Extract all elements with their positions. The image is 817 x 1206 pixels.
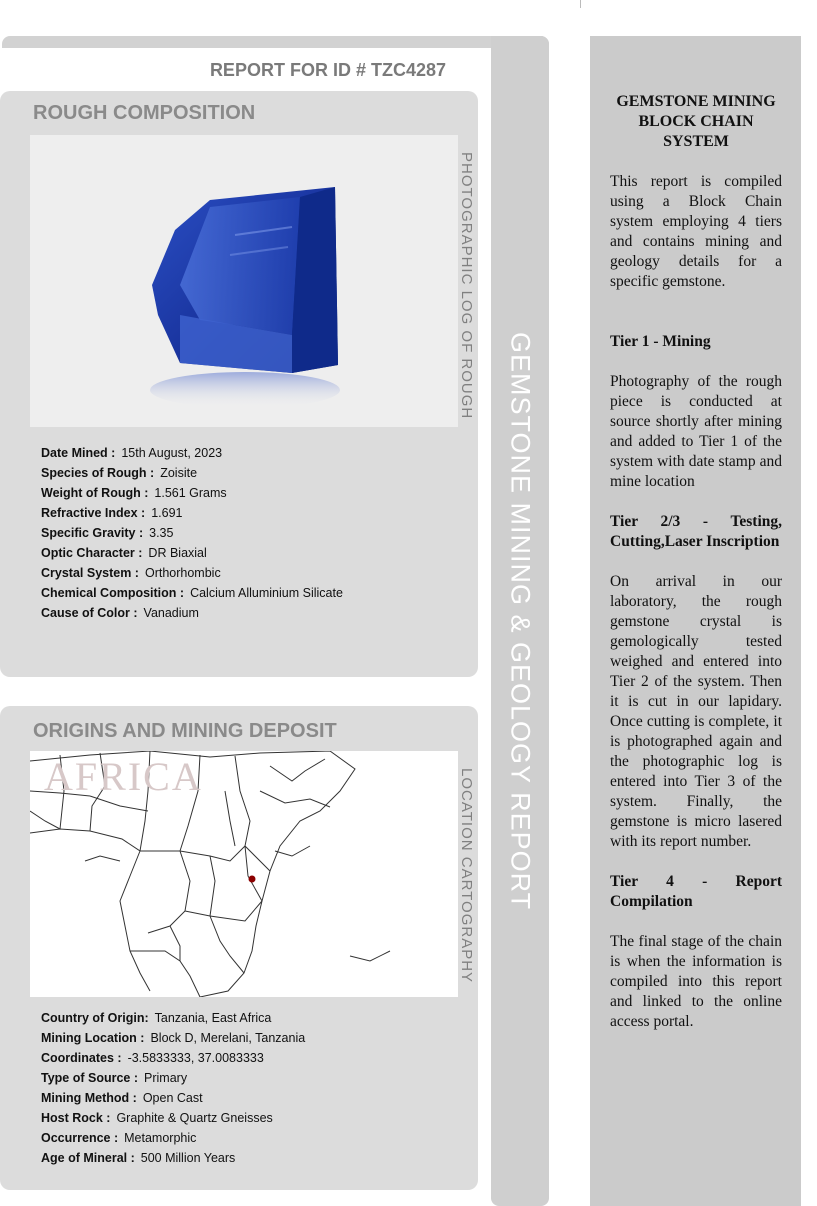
tier23-heading: Tier 2/3 - Testing, Cutting,Laser Inscription [610,513,782,550]
rough-field-species: Species of Rough : Zoisite [41,466,198,480]
tier23-text: On arrival in our laboratory, the rough gemstone crystal is gemologically tested weighed and entered into Tier 2 of the system. Then it is cut in our lapidary. Once cutting is complete, it is photographed again and the photographic log is entered into Tier 3 of the system. Finally, the gemstone is micro lasered with its report number. [610,573,782,850]
report-id: REPORT FOR ID # TZC4287 [209,60,446,80]
rough-photo [30,135,458,427]
origin-field-country: Country of Origin: Tanzania, East Africa [41,1011,272,1025]
tier1-heading: Tier 1 - Mining [610,333,711,350]
origins-section-title: ORIGINS AND MINING DEPOSIT [33,720,337,742]
photo-log-label: PHOTOGRAPHIC LOG OF ROUGH [458,152,475,420]
sidebar-intro: This report is compiled using a Block Chain system employing 4 tiers and contains mining and geology details for a specific gemstone. [610,173,782,290]
divider-mark [580,0,581,8]
map-region-label: AFRICA [44,754,203,799]
tier1-text: Photography of the rough piece is conducted at source shortly after mining and added to Tier 1 of the system with date stamp and mine location [610,373,782,490]
rough-field-weight: Weight of Rough : 1.561 Grams [41,486,227,500]
tier4-text: The final stage of the chain is when the information is compiled into this report and linked to the online access portal. [610,933,782,1030]
rough-field-specific-gravity: Specific Gravity : 3.35 [41,526,174,540]
rough-field-refractive-index: Refractive Index : 1.691 [41,506,183,520]
rough-field-cause-of-color: Cause of Color : Vanadium [41,606,199,620]
sidebar-content [610,92,782,1072]
rough-field-chemical-composition: Chemical Composition : Calcium Alluminium Silicate [41,586,343,600]
top-bar [2,36,549,48]
origin-fields [41,1008,305,1168]
photo-log-label-wrap [458,152,480,422]
mine-location-marker [249,876,256,883]
africa-map [30,751,458,997]
rough-field-optic-character: Optic Character : DR Biaxial [41,546,207,560]
origin-field-host-rock: Host Rock : Graphite & Quartz Gneisses [41,1111,273,1125]
sidebar-title: GEMSTONE MINING BLOCK CHAIN SYSTEM [616,93,776,150]
origin-field-age: Age of Mineral : 500 Million Years [41,1151,236,1165]
gemstone-image [30,135,458,427]
vertical-band-title [491,36,549,1206]
rough-field-crystal-system: Crystal System : Orthorhombic [41,566,221,580]
origin-field-mining-method: Mining Method : Open Cast [41,1091,203,1105]
origin-field-coordinates: Coordinates : -3.5833333, 37.0083333 [41,1051,264,1065]
origin-field-source-type: Type of Source : Primary [41,1071,188,1085]
rough-fields [41,443,343,623]
report-band-title: GEMSTONE MINING & GEOLOGY REPORT [505,331,536,911]
tier4-heading: Tier 4 - Report Compilation [610,873,782,910]
cartography-label-wrap [458,768,480,988]
rough-section-title: ROUGH COMPOSITION [33,102,256,124]
rough-field-date: Date Mined : 15th August, 2023 [41,446,223,460]
origin-field-occurrence: Occurrence : Metamorphic [41,1131,197,1145]
blockchain-sidebar [590,36,801,1206]
cartography-label: LOCATION CARTOGRAPHY [458,768,475,984]
origin-field-mining-location: Mining Location : Block D, Merelani, Tanzania [41,1031,306,1045]
